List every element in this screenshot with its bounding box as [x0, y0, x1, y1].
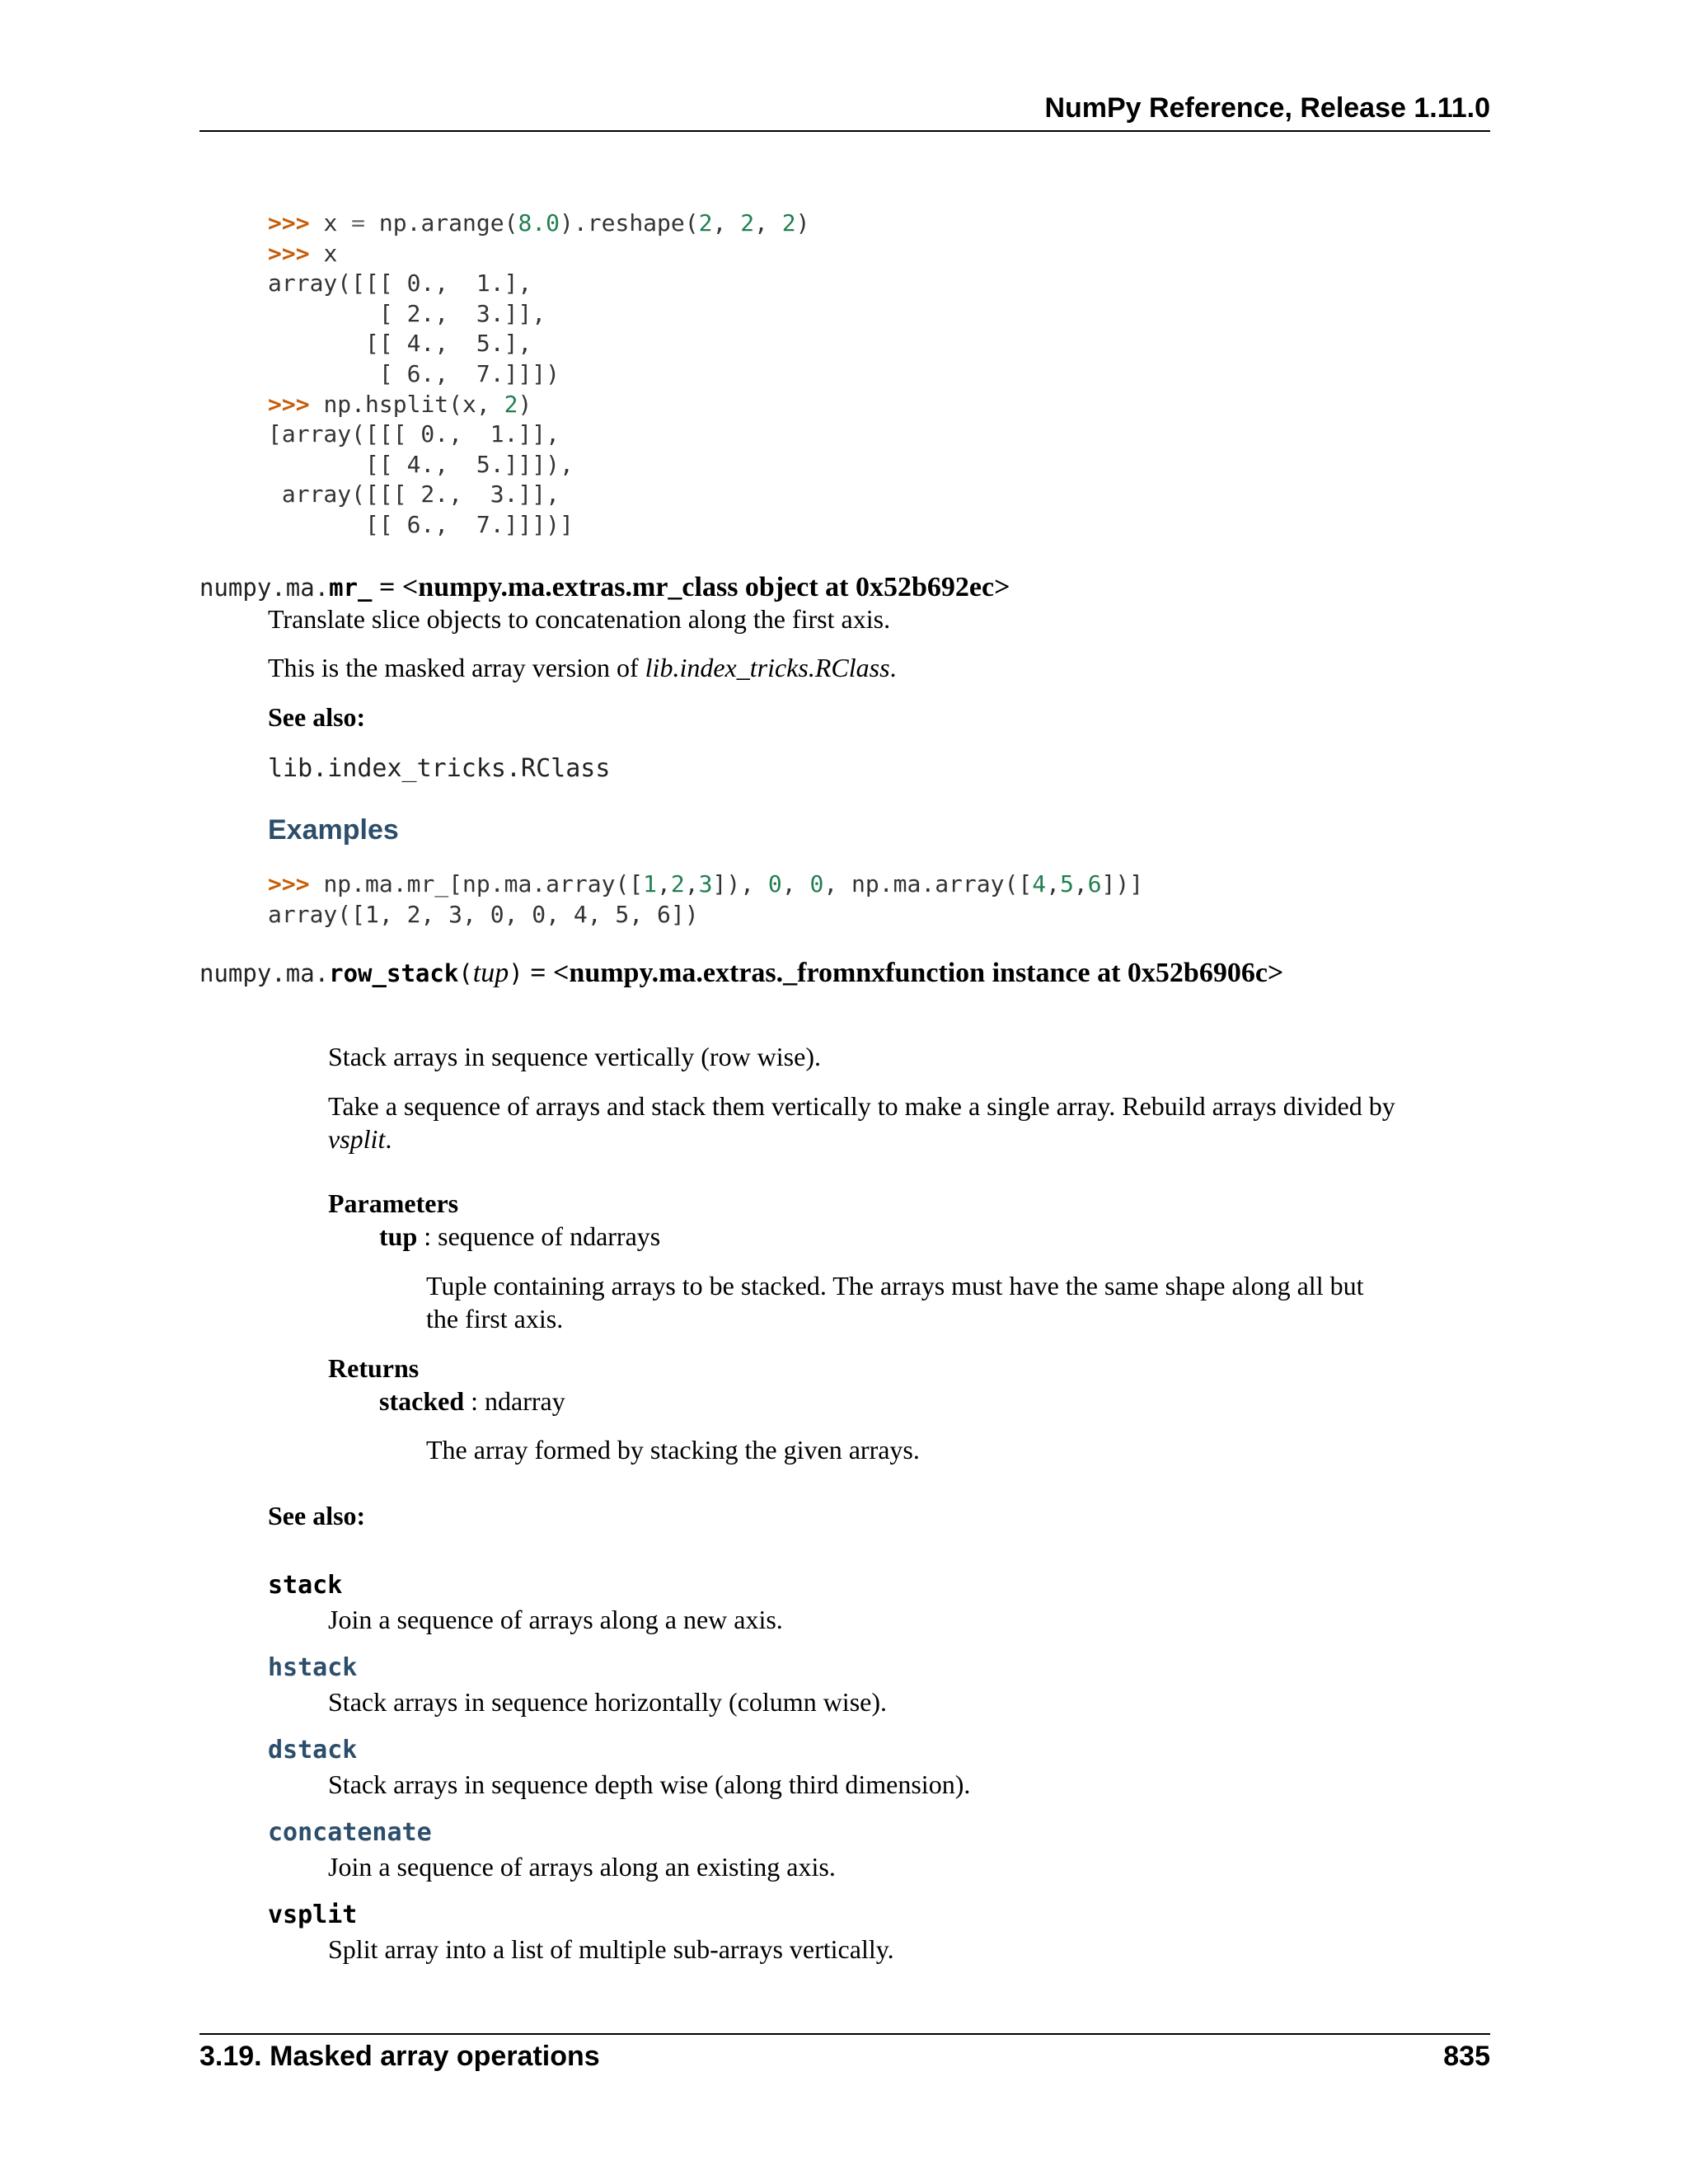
code-token-prompt: >>> — [268, 209, 324, 237]
mr-value: = <numpy.ma.extras.mr_class object at 0x52b692ec> — [372, 572, 1010, 602]
code-token: [array([[[ 0., 1.]], — [268, 420, 560, 448]
code-line — [268, 239, 809, 269]
code-token-prompt: >>> — [268, 870, 324, 898]
code-line — [268, 510, 809, 541]
mr-signature — [199, 572, 1010, 603]
code-token: ) — [518, 390, 532, 418]
return-stacked-name: stacked — [379, 1386, 465, 1416]
code-line — [268, 209, 809, 239]
code-token: [[ 4., 5.], — [268, 330, 532, 358]
mr-name: mr_ — [329, 574, 373, 602]
header-rule — [199, 130, 1490, 132]
code-line — [268, 869, 1143, 900]
code-token: [ 2., 3.]], — [268, 299, 546, 327]
row-stack-see-also-label: See also: — [268, 1501, 366, 1530]
code-token-num: 0 — [809, 870, 824, 898]
code-token: , — [712, 209, 741, 237]
row-stack-module-path: numpy.ma. — [199, 959, 330, 987]
code-token: [[ 4., 5.]]]), — [268, 450, 574, 478]
mr-summary: Translate slice objects to concatenation along the first axis. — [268, 604, 891, 634]
code-token: array([[[ 2., 3.]], — [268, 480, 560, 509]
see-also-dstack-desc: Stack arrays in sequence depth wise (along third dimension). — [328, 1769, 971, 1799]
code-line — [268, 329, 809, 359]
code-token-num: 3 — [698, 870, 713, 898]
parameters-label: Parameters — [328, 1188, 459, 1218]
row-stack-description — [328, 1090, 1449, 1155]
see-also-hstack-desc: Stack arrays in sequence horizontally (column wise). — [328, 1687, 887, 1717]
code-token: np.arange( — [365, 209, 518, 237]
page-number: 835 — [1443, 2041, 1490, 2072]
param-tup-name: tup — [379, 1221, 418, 1251]
row-stack-desc-ref: vsplit — [328, 1124, 386, 1154]
code-token-num: 2 — [781, 209, 796, 237]
return-stacked-description: The array formed by stacking the given arrays. — [426, 1435, 920, 1465]
code-token-num: 4 — [1032, 870, 1047, 898]
code-token: array([[[ 0., 1.], — [268, 269, 532, 298]
see-also-hstack-link[interactable]: hstack — [268, 1653, 358, 1682]
row-stack-signature — [199, 958, 1283, 989]
row-stack-desc-suffix: . — [385, 1124, 392, 1154]
param-tup-description: Tuple containing arrays to be stacked. The arrays must have the same shape along all but the first axis. — [426, 1271, 1364, 1333]
running-header: NumPy Reference, Release 1.11.0 — [1044, 92, 1490, 124]
code-token: x — [323, 209, 352, 237]
code-token: [[ 6., 7.]]])] — [268, 510, 574, 538]
mr-module-path: numpy.ma. — [199, 574, 330, 602]
code-token-prompt: >>> — [268, 239, 324, 267]
code-token-prompt: >>> — [268, 390, 324, 418]
code-token: ])] — [1101, 870, 1144, 898]
code-token: ]), — [712, 870, 768, 898]
see-also-stack-desc: Join a sequence of arrays along a new axis. — [328, 1605, 783, 1634]
row-stack-desc-prefix: Take a sequence of arrays and stack them vertically to make a single array. Rebuild arrays divided by — [328, 1091, 1395, 1121]
code-line — [268, 480, 809, 510]
code-line — [268, 450, 809, 480]
code-token: array([1, 2, 3, 0, 0, 4, 5, 6]) — [268, 900, 699, 928]
see-also-concatenate-desc: Join a sequence of arrays along an existing axis. — [328, 1852, 836, 1882]
see-also-vsplit-desc: Split array into a list of multiple sub-arrays vertically. — [328, 1934, 894, 1964]
param-tup-type: : sequence of ndarrays — [417, 1221, 661, 1251]
code-token-op: = — [351, 209, 366, 237]
code-line — [268, 900, 1143, 930]
see-also-concatenate-link[interactable]: concatenate — [268, 1818, 432, 1847]
code-block-hsplit-example — [268, 209, 809, 541]
see-also-dstack-link[interactable]: dstack — [268, 1736, 358, 1765]
code-token: np.hsplit(x, — [323, 390, 504, 418]
see-also-stack: stack — [268, 1571, 343, 1600]
row-stack-arg: tup — [472, 958, 509, 988]
code-line — [268, 390, 809, 420]
code-token-num: 2 — [698, 209, 713, 237]
return-stacked — [379, 1385, 565, 1418]
row-stack-summary: Stack arrays in sequence vertically (row wise). — [328, 1042, 821, 1071]
see-also-vsplit: vsplit — [268, 1900, 358, 1929]
code-token: , — [781, 870, 810, 898]
code-line — [268, 359, 809, 390]
code-line — [268, 299, 809, 330]
mr-desc-suffix: . — [889, 653, 897, 682]
code-token-num: 0 — [767, 870, 782, 898]
code-token: x — [323, 239, 338, 267]
returns-label: Returns — [328, 1353, 420, 1383]
footer-rule — [199, 2033, 1490, 2035]
mr-see-also-ref: lib.index_tricks.RClass — [268, 754, 611, 783]
code-token: np.ma.mr_[np.ma.array([ — [323, 870, 644, 898]
row-stack-name: row_stack — [329, 959, 459, 987]
code-token-num: 2 — [740, 209, 755, 237]
code-token-num: 6 — [1087, 870, 1102, 898]
code-token: , — [657, 870, 671, 898]
code-block-mr-example — [268, 869, 1143, 930]
code-token: , np.ma.array([ — [823, 870, 1033, 898]
row-stack-value: = <numpy.ma.extras._fromnxfunction instance at 0x52b6906c> — [523, 958, 1284, 988]
row-stack-paren-open: ( — [458, 959, 473, 987]
code-token-num: 1 — [643, 870, 658, 898]
examples-heading: Examples — [268, 814, 399, 846]
code-token: ).reshape( — [560, 209, 699, 237]
code-token: [ 6., 7.]]]) — [268, 359, 560, 387]
mr-description — [268, 651, 897, 684]
code-token-num: 2 — [504, 390, 518, 418]
param-tup — [379, 1220, 660, 1253]
code-token-num: 5 — [1059, 870, 1074, 898]
code-token: ) — [795, 209, 810, 237]
code-token-num: 8.0 — [518, 209, 560, 237]
code-token: , — [1046, 870, 1060, 898]
code-token-num: 2 — [670, 870, 685, 898]
code-token: , — [1073, 870, 1088, 898]
code-line — [268, 269, 809, 299]
return-stacked-type: : ndarray — [464, 1386, 565, 1416]
row-stack-paren-close: ) — [509, 959, 523, 987]
mr-desc-ref: lib.index_tricks.RClass — [645, 653, 890, 682]
code-token: , — [684, 870, 699, 898]
code-token: , — [754, 209, 782, 237]
code-line — [268, 419, 809, 450]
mr-desc-prefix: This is the masked array version of — [268, 653, 645, 682]
footer-section-title: 3.19. Masked array operations — [199, 2041, 600, 2072]
mr-see-also-label: See also: — [268, 702, 366, 732]
